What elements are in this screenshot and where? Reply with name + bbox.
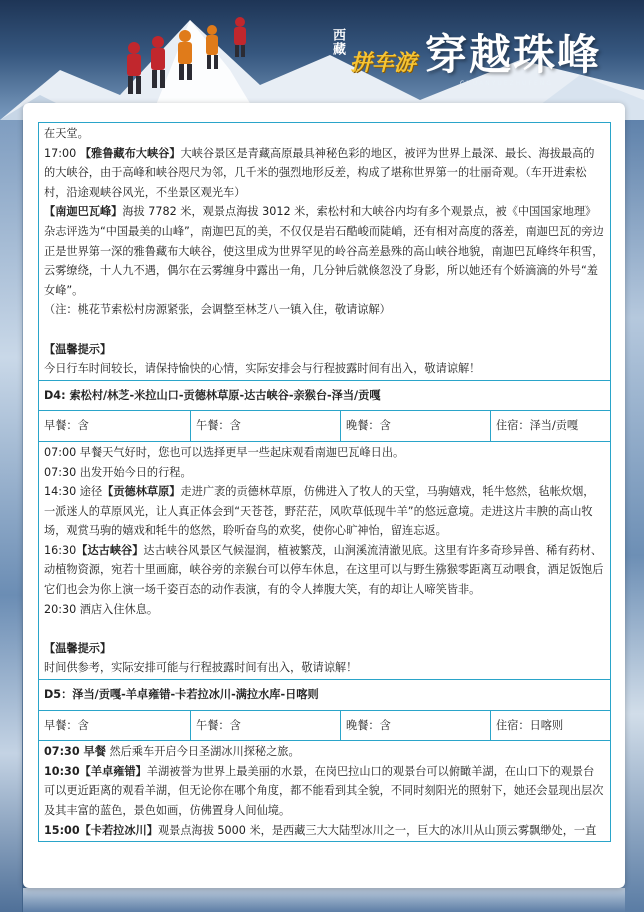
item-title: 15:00【卡若拉冰川】 <box>44 823 158 837</box>
day3-item-peak <box>44 202 605 300</box>
day5-item-karola <box>44 821 605 841</box>
day4-content-cell <box>39 441 611 679</box>
day4-para-1: 07:00 早餐天气好时，您也可以选择更早一些起床观看南迦巴瓦峰日出。 <box>44 445 405 459</box>
bottom-scenery <box>23 888 625 912</box>
item-title: 07:30 早餐 <box>44 745 106 759</box>
day4-title: D4: 索松村/林芝-米拉山口-贡德林草原-达古峡谷-亲猴台-泽当/贡嘎 <box>39 380 611 411</box>
day5-content-cell <box>39 741 611 842</box>
day4-content-row <box>39 441 611 679</box>
day4-tips-text: 时间供参考，实际安排可能与行程披露时间有出入，敬请谅解！ <box>44 661 358 675</box>
page-title: 穿越珠峰 <box>425 30 602 79</box>
item-text: 观景点海拔 5000 米，是西藏三大大陆型冰川之一，巨大的冰川从山顶云雾飘缈处，一直 <box>157 823 597 837</box>
day4-meals-row <box>39 411 611 442</box>
item-text: 走进广袤的贡德林草原，仿佛进入了牧人的天堂，马驹嬉戏，牦牛悠然，毡帐炊烟，一派迷人的草原风光，让人真正体会到“天苍苍，野茫茫，风吹草低现牛羊”的悠远意境。走进这片丰腴的高山牧场，观赏马驹的嬉戏和牦牛的悠然，聆听奋鸟的欢奖，使你心旷神怡，留连忘返。 <box>44 485 595 538</box>
day5-content-row <box>39 741 611 842</box>
day3-tips-title: 【温馨提示】 <box>44 342 112 356</box>
itinerary-card <box>23 103 625 888</box>
day3-content-cell <box>39 123 611 381</box>
day5-breakfast: 早餐：含 <box>39 710 191 741</box>
day5-lunch: 午餐：含 <box>191 710 341 741</box>
item-title: 【南迦巴瓦峰】 <box>44 205 123 219</box>
day3-item-canyon <box>44 144 605 203</box>
day3-tips-text: 今日行车时间较长，请保持愉快的心情，实际安排会与行程披露时间有出入，敬请谅解！ <box>44 362 481 376</box>
header-banner <box>0 0 644 120</box>
item-time: 14:30 途径 <box>44 485 103 499</box>
day4-header-row <box>39 380 611 411</box>
item-title: 【贡德林草原】 <box>102 485 181 499</box>
item-title: 10:30【羊卓雍错】 <box>44 764 147 778</box>
day5-dinner: 晚餐：含 <box>341 710 491 741</box>
day4-para-5: 20:30 酒店入住休息。 <box>44 602 159 616</box>
day4-lunch: 午餐：含 <box>191 411 341 442</box>
brand-product-label: 拼车游 <box>350 51 417 76</box>
day4-stay: 住宿：泽当/贡嘎 <box>491 411 611 442</box>
item-title: 【达古峡谷】 <box>76 543 144 557</box>
day5-header-row <box>39 680 611 711</box>
day5-item-breakfast <box>44 742 605 762</box>
day5-item-yamdrok <box>44 762 605 821</box>
brand-region-label: 西藏 <box>330 28 345 56</box>
day4-para-2: 07:30 出发开始今日的行程。 <box>44 465 192 479</box>
day4-breakfast: 早餐：含 <box>39 411 191 442</box>
day3-content-row <box>39 123 611 381</box>
item-text: 然后乘车开启今日圣湖冰川探秘之旅。 <box>109 745 300 759</box>
item-text: 羊湖被誉为世界上最美丽的水景，在岗巴拉山口的观景台可以俯瞰羊湖，在山口下的观景台可以更近距离的观看羊湖，但无论你在哪个角度，都不能看到其全貌，不同时刻阳光的照射下，她还会显现出层次及其丰富的蓝色，景色如画，仿佛置身人间仙境。 <box>44 764 604 817</box>
day4-item-grassland <box>44 482 605 541</box>
day4-dinner: 晚餐：含 <box>341 411 491 442</box>
day5-stay: 住宿：日喀则 <box>491 710 611 741</box>
day3-intro-line: 在天堂。 <box>44 127 89 140</box>
right-mountain-border <box>622 120 644 912</box>
day5-meals-row <box>39 710 611 741</box>
left-mountain-border <box>0 120 22 912</box>
item-time: 16:30 <box>44 543 77 557</box>
item-text: 大峡谷景区是青藏高原最具神秘色彩的地区，被评为世界上最深、最长、海拔最高的的大峡谷，由于高峰和峡谷咫尺为邻，几千米的强烈地形反差，构成了堪称世界第一的壮丽奇观。（车开进索松村，沿途观峡谷风光，不坐景区观光车） <box>44 146 595 199</box>
item-time: 17:00 <box>44 146 77 160</box>
page-subtitle-pinyin: CHUANYUEZHUFENG <box>460 80 553 87</box>
item-title: 【雅鲁藏布大峡谷】 <box>79 146 181 160</box>
day4-tips-title: 【温馨提示】 <box>44 641 112 655</box>
itinerary-table <box>38 122 611 842</box>
item-text: 达古峡谷风景区气候湿润，植被繁茂，山涧溪流清澈见底。这里有许多奇珍异兽、稀有药材、动植物资源，宛若十里画廊，峡谷旁的亲猴台可以停车休息，在这里可以与野生猕猴零距离互动喂食，酒足饭饱后它们也会为你上演一场千姿百态的动作表演，有的令人捧腹大笑，有的却让人啼笑皆非。 <box>44 543 604 597</box>
day4-item-dagu <box>44 541 605 600</box>
day3-note: （注：桃花节索松村房源紧张，会调整至林芝八一镇入住，敬请谅解） <box>44 303 391 317</box>
item-text: 海拔 7782 米，观景点海拔 3012 米，索松村和大峡谷内均有多个观景点，被《中国国家地理》杂志评选为“中国最美的山峰”，南迦巴瓦的美，不仅仅是岩石酷峻而陡峭，还有相对高度的落差，南迦巴瓦的旁边正是世界第一深的雅鲁藏布大峡谷，使这里成为世界罕见的岭谷高差悬殊的高山峡谷地貌，南迦巴瓦峰终年积雪，云雾缭绕，十人九不遇，偶尔在云雾缠身中露出一角，几分钟后就倏忽没了身影，所以她还有个娇滴滴的外号“羞女峰”。 <box>44 205 604 297</box>
day5-title: D5：泽当/贡嘎-羊卓雍错-卡若拉冰川-满拉水库-日喀则 <box>39 680 611 711</box>
